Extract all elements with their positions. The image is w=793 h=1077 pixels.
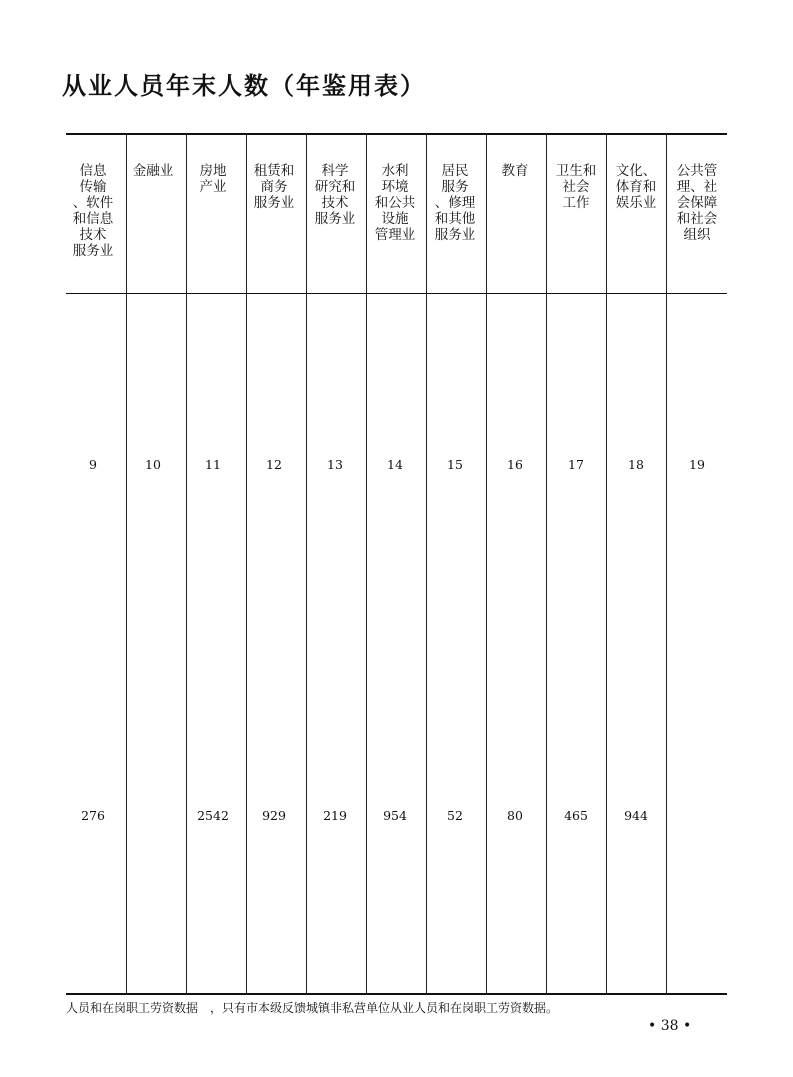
column-value: 219 xyxy=(323,808,347,823)
column-code: 14 xyxy=(387,457,403,472)
column-divider xyxy=(126,134,127,994)
column-divider xyxy=(186,134,187,994)
column-divider xyxy=(546,134,547,994)
column-divider xyxy=(486,134,487,994)
column-divider xyxy=(366,134,367,994)
column-code: 18 xyxy=(628,457,644,472)
column-code: 17 xyxy=(568,457,584,472)
column-value: 954 xyxy=(383,808,407,823)
column-divider xyxy=(666,134,667,994)
column-header: 公共管 理、社 会保障 和社会 组织 xyxy=(676,163,718,243)
column-header: 科学 研究和 技术 服务业 xyxy=(314,163,356,227)
column-code: 19 xyxy=(689,457,705,472)
table-top-rule xyxy=(66,133,727,135)
column-value: 276 xyxy=(81,808,105,823)
column-code: 9 xyxy=(89,457,97,472)
column-divider xyxy=(306,134,307,994)
column-code: 13 xyxy=(327,457,343,472)
column-divider xyxy=(606,134,607,994)
table-bottom-rule xyxy=(66,993,727,995)
column-header: 居民 服务 、修理 和其他 服务业 xyxy=(434,163,476,243)
column-header: 文化、 体育和 娱乐业 xyxy=(615,163,657,211)
column-header: 卫生和 社会 工作 xyxy=(555,163,597,211)
column-value: 80 xyxy=(507,808,523,823)
column-value: 2542 xyxy=(197,808,229,823)
column-header: 租赁和 商务 服务业 xyxy=(253,163,295,211)
column-value: 944 xyxy=(624,808,648,823)
column-code: 16 xyxy=(507,457,523,472)
footnote: 人员和在岗职工劳资数据 ，只有市本级反馈城镇非私营单位从业人员和在岗职工劳资数据。 xyxy=(66,1001,559,1015)
column-header: 信息 传输 、软件 和信息 技术 服务业 xyxy=(72,163,114,259)
column-header: 水利 环境 和公共 设施 管理业 xyxy=(374,163,416,243)
page-title: 从业人员年末人数（年鉴用表） xyxy=(62,72,426,100)
column-code: 11 xyxy=(205,457,221,472)
column-header: 教育 xyxy=(501,163,529,179)
column-value: 465 xyxy=(564,808,588,823)
column-code: 12 xyxy=(266,457,282,472)
column-header: 房地 产业 xyxy=(199,163,227,195)
column-header: 金融业 xyxy=(132,163,174,179)
column-code: 10 xyxy=(145,457,161,472)
column-code: 15 xyxy=(447,457,463,472)
column-divider xyxy=(246,134,247,994)
column-divider xyxy=(426,134,427,994)
header-bottom-rule xyxy=(66,293,727,294)
page-number: • 38 • xyxy=(648,1018,692,1034)
column-value: 929 xyxy=(262,808,286,823)
column-value: 52 xyxy=(447,808,463,823)
